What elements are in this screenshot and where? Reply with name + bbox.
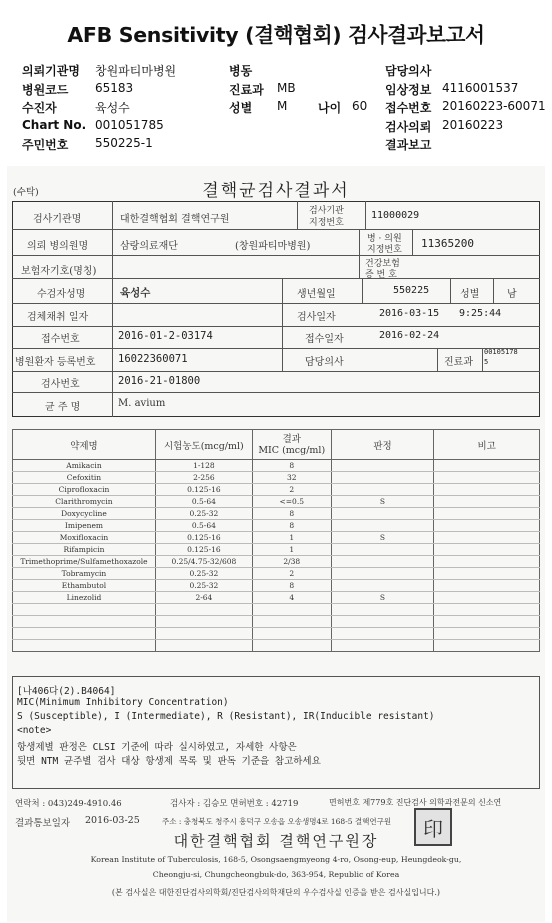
sex-label: 성별 [460,289,480,300]
footer-report-date-value: 2016-03-25 [85,815,140,826]
col-drug: 약제명 [13,430,156,460]
concentration-cell [155,640,252,652]
exam-org-value: 대한결핵협회 결핵연구원 [120,214,230,225]
official-seal: 印 [414,808,452,846]
value-receipt-no: 20160223-60071 [442,99,546,113]
drug-cell [13,640,156,652]
table-row [13,556,540,568]
label-doctor: 담당의사 [385,64,432,78]
interpretation-cell [331,568,434,580]
concentration-cell: 0.125-16 [155,532,252,544]
remarks-cell [434,604,540,616]
concentration-cell: 0.25-32 [155,508,252,520]
concentration-cell [155,604,252,616]
interpretation-cell [331,508,434,520]
label-department: 진료과 [229,83,264,97]
table-row [13,460,540,472]
drug-cell: Ciprofloxacin [13,484,156,496]
consigned-tag: (수탁) [13,187,39,198]
remarks-cell [434,496,540,508]
mic-cell: <=0.5 [252,496,331,508]
concentration-cell [155,616,252,628]
label-ward: 병동 [229,64,253,78]
receipt-no-label: 접수번호 [41,334,80,345]
mic-cell [252,604,331,616]
drug-cell [13,616,156,628]
table-row [13,580,540,592]
concentration-cell: 2-256 [155,472,252,484]
footer-address-en-1: Korean Institute of Tuberculosis, 168-5, Osongsaengmyeong 4-ro, Osong-eup, Heungdeok-gu, [90,855,462,864]
remarks-cell [434,508,540,520]
table-row [13,568,540,580]
test-no-value: 2016-21-01800 [118,375,201,387]
remarks-cell [434,472,540,484]
footer-examiner: 검사자 : 김승모 면허번호 : 42719 [170,799,299,809]
drug-cell: Linezolid [13,592,156,604]
mic-cell: 8 [252,460,331,472]
concentration-cell: 0.25-32 [155,568,252,580]
health-label-1: 건강보험 [365,259,400,269]
col-concentration: 시험농도(mcg/ml) [155,430,252,460]
receipt-date-value: 2016-02-24 [379,330,440,341]
value-age: 60 [352,99,368,113]
table-row [13,604,540,616]
label-resident-no: 주민번호 [22,138,69,152]
drug-cell: Rifampicin [13,544,156,556]
mic-cell: 2 [252,484,331,496]
label-patient: 수진자 [22,101,57,115]
drug-cell: Moxifloxacin [13,532,156,544]
mic-cell: 8 [252,520,331,532]
mic-cell: 32 [252,472,331,484]
label-institution: 의뢰기관명 [22,64,80,78]
reg-no-value: 16022360071 [118,353,188,365]
insurer-label: 보험자기호(명칭) [21,266,97,277]
mic-table-body [13,460,540,652]
table-row [13,508,540,520]
patient-label: 수검자성명 [37,289,86,300]
hosp-code-label-2: 지정번호 [367,245,402,255]
species-value: M. avium [118,398,166,409]
col-mic [252,430,331,460]
value-department: MB [277,81,296,95]
hosp-code-label-1: 병 · 의원 [367,234,402,244]
drug-cell [13,628,156,640]
table-row [13,544,540,556]
label-receipt-no: 접수번호 [385,101,432,115]
mic-cell: 1 [252,544,331,556]
test-date-value: 2016-03-15 [379,308,440,319]
col-remarks: 비고 [434,430,540,460]
health-label-2: 증 번 호 [365,270,397,280]
table-row [13,484,540,496]
mic-cell: 1 [252,532,331,544]
req-hosp-paren: (창원파티마병원) [235,241,311,252]
label-clinical-info: 임상정보 [385,83,432,97]
concentration-cell: 1-128 [155,460,252,472]
table-row [13,592,540,604]
interpretation-cell [331,484,434,496]
dob-value: 550225 [393,285,430,296]
footer-disclaimer: (본 검사실은 대한진단검사의학회/진단검사의학재단의 우수검사실 인증을 받은 검사실입니다.) [111,888,441,897]
table-row [13,532,540,544]
remarks-cell [434,556,540,568]
drug-cell: Amikacin [13,460,156,472]
remarks-cell [434,628,540,640]
test-no-label: 검사번호 [41,379,80,390]
footer-report-date-label: 결과통보일자 [15,818,71,829]
value-sex: M [277,99,288,113]
value-request-date: 20160223 [442,118,504,132]
receipt-no-value: 2016-01-2-03174 [118,330,213,342]
notes-box [12,676,540,789]
remarks-cell [434,532,540,544]
label-result-report: 결과보고 [385,138,432,152]
table-row [13,640,540,652]
mic-cell [252,628,331,640]
report-heading: 결핵균검사결과서 [202,181,350,201]
remarks-cell [434,640,540,652]
concentration-cell: 0.5-64 [155,520,252,532]
concentration-cell: 0.25/4.75-32/608 [155,556,252,568]
interpretation-cell [331,472,434,484]
mic-cell: 8 [252,580,331,592]
reg-no-label: 병원환자 등록번호 [15,357,96,368]
footer-address-en-2: Cheongju-si, Chungcheongbuk-do, 363-954, Republic of Korea [152,870,400,879]
interpretation-cell [331,640,434,652]
value-hospital-code: 65183 [95,81,134,95]
mic-cell [252,640,331,652]
note-line: MIC(Minimum Inhibitory Concentration) [17,697,229,708]
dept-value-1: 00105178 [484,348,518,356]
species-label: 균 주 명 [45,402,81,413]
interpretation-cell [331,628,434,640]
drug-cell: Ethambutol [13,580,156,592]
dept-value-2: 5 [484,358,489,366]
value-institution: 창원파티마병원 [95,64,177,78]
doctor-label: 담당의사 [305,357,344,368]
drug-cell [13,604,156,616]
req-hosp-label: 의뢰 병의원명 [27,241,89,252]
label-hospital-code: 병원코드 [22,83,69,97]
interpretation-cell [331,604,434,616]
drug-cell: Imipenem [13,520,156,532]
concentration-cell [155,628,252,640]
mic-cell: 2 [252,568,331,580]
remarks-cell [434,460,540,472]
req-hosp-value: 삼랑의료재단 [120,241,178,252]
table-row [13,628,540,640]
mic-cell [252,616,331,628]
interpretation-cell [331,544,434,556]
hosp-code-value: 11365200 [421,237,474,250]
scanned-report [7,166,545,922]
test-time-value: 9:25:44 [459,308,502,319]
remarks-cell [434,520,540,532]
value-resident-no: 550225-1 [95,136,153,150]
remarks-cell [434,544,540,556]
exam-code-label-1: 검사기관 [309,206,344,216]
interpretation-cell [331,580,434,592]
dept-label: 진료과 [444,357,473,368]
drug-cell: Tobramycin [13,568,156,580]
col-mic-line1: 결과 [282,433,301,445]
interpretation-cell [331,460,434,472]
col-mic-line2: MIC (mcg/ml) [258,444,326,456]
remarks-cell [434,484,540,496]
sample-date-label: 검체채취 일자 [27,312,89,323]
note-line: 뒷면 NTM 균주별 검사 대상 항생제 목록 및 판독 기준을 참고하세요 [17,756,321,767]
interpretation-cell [331,556,434,568]
mic-cell: 8 [252,508,331,520]
drug-cell: Trimethoprime/Sulfamethoxazole [13,556,156,568]
dob-label: 생년월일 [297,289,336,300]
label-chart-no: Chart No. [22,118,87,132]
concentration-cell: 0.125-16 [155,484,252,496]
table-row [13,520,540,532]
footer-license: 면허번호 제779호 진단검사 의학과전문의 신소연 [329,798,502,807]
label-age: 나이 [318,101,342,115]
patient-value: 육성수 [120,287,151,299]
concentration-cell: 0.125-16 [155,544,252,556]
interpretation-cell: S [331,592,434,604]
interpretation-cell: S [331,496,434,508]
exam-org-label: 검사기관명 [33,214,82,225]
remarks-cell [434,616,540,628]
test-date-label: 검사일자 [297,312,336,323]
note-line: <note> [17,725,52,736]
remarks-cell [434,568,540,580]
drug-cell: Cefoxitin [13,472,156,484]
col-interpretation: 판정 [331,430,434,460]
footer-institute: 대한결핵협회 결핵연구원장 [173,832,379,850]
label-request-date: 검사의뢰 [385,120,432,134]
concentration-cell: 2-64 [155,592,252,604]
remarks-cell [434,580,540,592]
concentration-cell: 0.5-64 [155,496,252,508]
value-chart-no: 001051785 [95,118,164,132]
label-sex: 성별 [229,101,253,115]
footer-contact: 연락처 : 043)249-4910.46 [15,799,122,809]
value-patient: 육성수 [95,101,130,115]
drug-cell: Doxycycline [13,508,156,520]
table-row [13,496,540,508]
mic-cell: 4 [252,592,331,604]
receipt-date-label: 접수일자 [305,334,344,345]
sex-value: 남 [507,289,517,300]
table-row [13,616,540,628]
exam-code-label-2: 지정번호 [309,218,344,228]
note-line: 항생제별 판정은 CLSI 기준에 따라 실시하였고, 자세한 사항은 [17,742,297,753]
interpretation-cell [331,520,434,532]
value-clinical-info: 4116001537 [442,81,519,95]
page-title: AFB Sensitivity (결핵협회) 검사결과보고서 [67,23,485,47]
mic-cell: 2/38 [252,556,331,568]
note-line: S (Susceptible), I (Intermediate), R (Resistant), IR(Inducible resistant) [17,711,435,722]
concentration-cell: 0.25-32 [155,580,252,592]
drug-cell: Clarithromycin [13,496,156,508]
remarks-cell [434,592,540,604]
footer-address-kr: 주소 : 충청북도 청주시 흥덕구 오송읍 오송생명4로 168-5 결핵연구원 [162,817,392,826]
exam-code-value: 11000029 [371,210,420,221]
mic-result-table [12,429,540,652]
note-line: [나406다(2).B4064] [17,686,116,697]
interpretation-cell: S [331,532,434,544]
table-header-row [13,430,540,460]
interpretation-cell [331,616,434,628]
table-row [13,472,540,484]
